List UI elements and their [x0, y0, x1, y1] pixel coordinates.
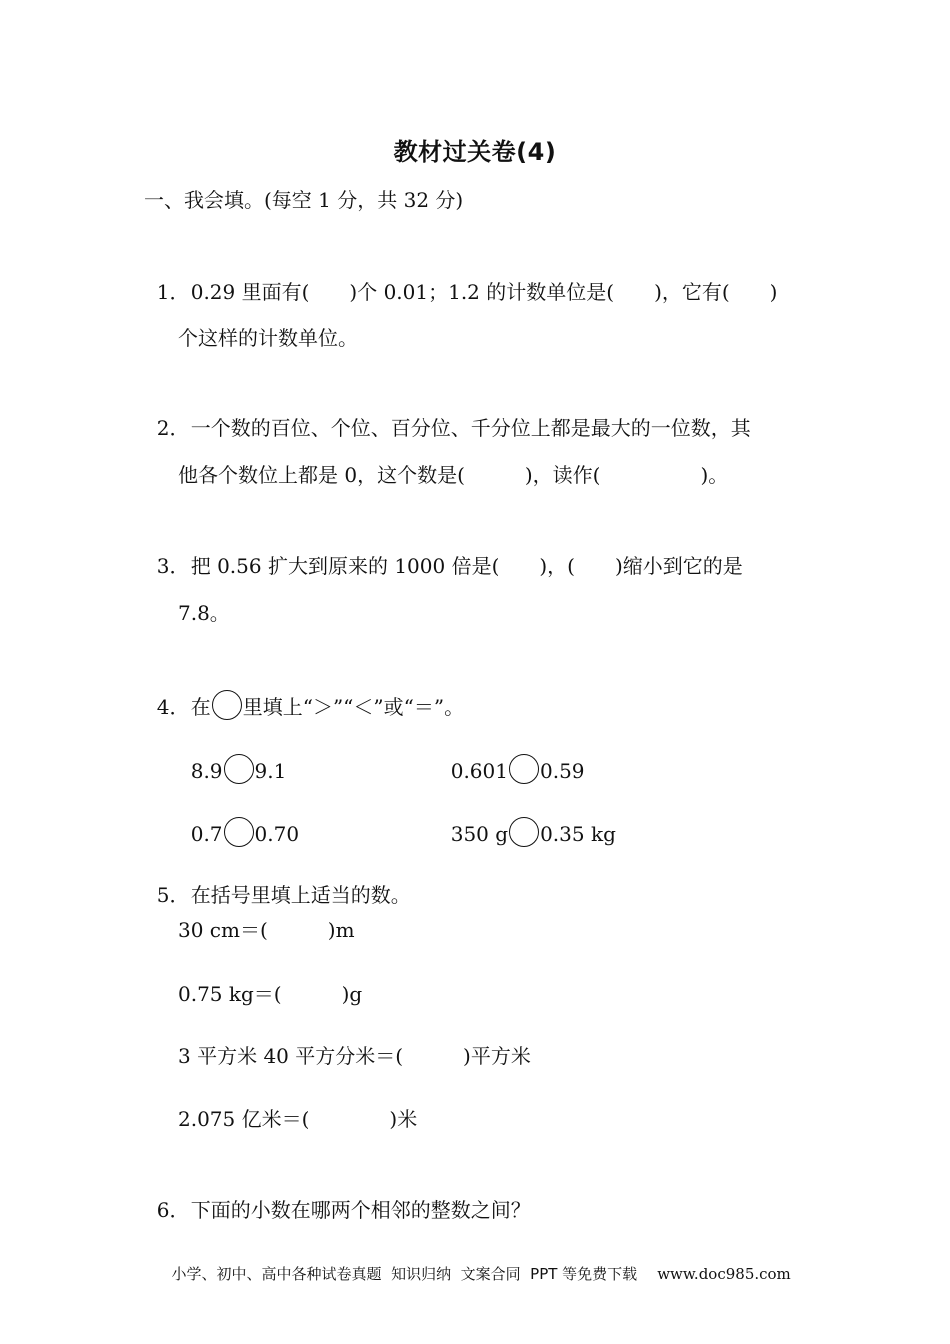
compare-right: 0.70: [254, 822, 300, 846]
question-6: [144, 1168, 531, 1224]
question-text-pre: 在: [190, 695, 211, 719]
question-2-continued: 他各个数位上都是 0，这个数是( )，读作( )。: [178, 463, 729, 487]
question-number: 4．: [156, 695, 190, 719]
compare-left: 0.601: [450, 759, 508, 783]
question-number: 5．: [156, 883, 190, 907]
fill-item: 30 cm＝( )m: [178, 918, 355, 942]
question-text: 在括号里填上适当的数。: [190, 883, 411, 907]
compare-left: 350 g: [450, 822, 509, 846]
page-title: 教材过关卷(4): [393, 138, 557, 166]
fill-item: 0.75 kg＝( )g: [178, 982, 363, 1006]
question-number: 6．: [156, 1198, 190, 1222]
question-number: 2．: [156, 416, 190, 440]
question-1: [144, 250, 777, 306]
page-footer: [162, 1245, 791, 1284]
question-1-continued: 个这样的计数单位。: [178, 326, 358, 350]
compare-right: 0.35 kg: [540, 822, 616, 846]
compare-row-1b: [438, 726, 585, 785]
question-2: [144, 386, 751, 442]
question-number: 3．: [156, 554, 190, 578]
compare-circle-icon: [509, 817, 539, 847]
compare-right: 9.1: [254, 759, 287, 783]
section-heading: 一、我会填。(每空 1 分，共 32 分): [144, 188, 464, 212]
question-text-post: 里填上“＞”“＜”或“＝”。: [242, 695, 465, 719]
compare-left: 0.7: [190, 822, 223, 846]
compare-circle-icon: [224, 754, 254, 784]
question-4: [144, 662, 464, 721]
compare-right: 0.59: [539, 759, 585, 783]
compare-circle-icon: [509, 754, 539, 784]
fill-item: 3 平方米 40 平方分米＝( )平方米: [178, 1044, 531, 1068]
question-number: 1．: [156, 280, 190, 304]
question-3: [144, 524, 743, 580]
footer-url-link[interactable]: www.doc985.com: [657, 1265, 791, 1283]
footer-text: 小学、初中、高中各种试卷真题 知识归纳 文案合同 PPT 等免费下载: [171, 1265, 638, 1283]
question-text: 一个数的百位、个位、百分位、千分位上都是最大的一位数，其: [190, 416, 751, 440]
question-text: 把 0.56 扩大到原来的 1000 倍是( )，( )缩小到它的是: [190, 554, 743, 578]
compare-row-2: [178, 789, 299, 848]
question-3-continued: 7.8。: [178, 601, 230, 625]
question-5: [144, 853, 411, 909]
compare-left: 8.9: [190, 759, 223, 783]
question-text: 0.29 里面有( )个 0.01；1.2 的计数单位是( )，它有( ): [190, 280, 778, 304]
compare-circle-icon: [212, 690, 242, 720]
compare-row-2b: [438, 789, 616, 848]
compare-circle-icon: [224, 817, 254, 847]
question-text: 下面的小数在哪两个相邻的整数之间？: [190, 1198, 531, 1222]
fill-item: 2.075 亿米＝( )米: [178, 1107, 418, 1131]
